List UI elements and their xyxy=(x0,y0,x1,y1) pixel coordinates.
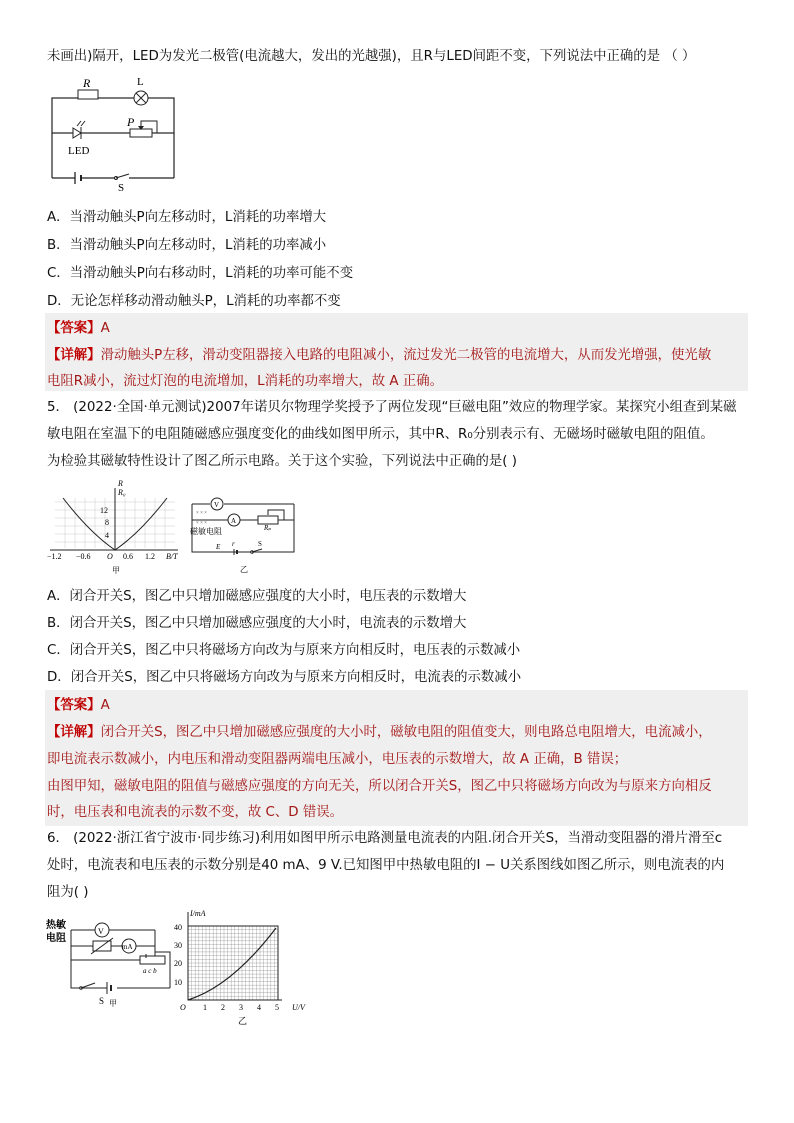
q6-jia-caption: 甲 xyxy=(109,999,117,1008)
q6-figure-yi xyxy=(172,908,322,1030)
q5-yi-rp-label: Rₚ xyxy=(264,524,272,532)
q5-yi-e-label: E xyxy=(216,543,221,551)
q4-stem-tail: 未画出)隔开，LED为发光二极管(电流越大，发出的光越强)，且R与LED间距不变，下列说法中正确的是 （ ） xyxy=(47,49,696,64)
q5-option-a: A．闭合开关S，图乙中只增加磁感应强度的大小时，电压表的示数增大 xyxy=(47,589,467,604)
q5-jia-ytick-8: 8 xyxy=(105,518,109,527)
q6-jia-ma-label: mA xyxy=(122,943,133,951)
q6-yi-caption: 乙 xyxy=(238,1016,248,1026)
q5-jia-xtick-12: 1.2 xyxy=(145,552,155,561)
q4-option-c: C．当滑动触头P向右移动时，L消耗的功率可能不变 xyxy=(47,266,354,281)
q4-option-b: B．当滑动触头P向左移动时，L消耗的功率减小 xyxy=(47,238,327,253)
svg-text:× × ×: × × × xyxy=(196,511,207,516)
q6-yi-xtick-3: 3 xyxy=(239,1003,243,1012)
q6-yi-xtick-5: 5 xyxy=(275,1003,279,1012)
q5-detail-line-3: 由图甲知，磁敏电阻的阻值与磁感应强度的方向无关，所以闭合开关S，图乙中只将磁场方向改为与原来方向相反 xyxy=(47,779,712,794)
q4-detail-line-2: 电阻R减小，流过灯泡的电流增加，L消耗的功率增大，故 A 正确。 xyxy=(47,374,443,389)
q6-jia-voltmeter-label: V xyxy=(98,927,104,936)
q4-detail-line-1: 【详解】滑动触头P左移，滑动变阻器接入电路的电阻减小，流过发光二极管的电流增大，从而发光增强，使光敏 xyxy=(47,348,712,363)
q4-option-d: D．无论怎样移动滑动触头P，L消耗的功率都不变 xyxy=(47,294,341,309)
q4-label-l: L xyxy=(137,76,144,88)
q5-yi-ammeter-label: A xyxy=(231,517,237,525)
q6-yi-xlabel: U/V xyxy=(292,1003,305,1012)
q6-yi-ytick-40: 40 xyxy=(174,923,182,932)
q5-stem-line-2: 敏电阻在室温下的电阻随磁感应强度变化的曲线如图甲所示，其中R、R₀分别表示有、无磁场时磁敏电阻的阻值。 xyxy=(47,427,714,442)
q6-jia-thermistor-label-1: 热敏 xyxy=(46,920,66,931)
q6-stem-line-3: 阻为( ) xyxy=(47,885,89,900)
q5-jia-xtick-n06: −0.6 xyxy=(76,552,91,561)
q4-label-s: S xyxy=(118,182,125,194)
q5-jia-xlabel: B/T xyxy=(166,552,178,561)
q5-yi-s-label: S xyxy=(258,540,262,548)
q6-yi-xtick-4: 4 xyxy=(257,1003,261,1012)
q5-stem-line-3: 为检验其磁敏特性设计了图乙所示电路。关于这个实验，下列说法中正确的是( ) xyxy=(47,454,517,469)
q6-yi-ytick-20: 20 xyxy=(174,959,182,968)
q5-jia-caption: 甲 xyxy=(112,566,120,575)
q4-option-a: A．当滑动触头P向左移动时，L消耗的功率增大 xyxy=(47,210,327,225)
q4-circuit-figure xyxy=(45,74,185,194)
q6-yi-xtick-o: O xyxy=(180,1003,186,1012)
svg-text:× × ×: × × × xyxy=(196,521,207,526)
q6-yi-xtick-2: 2 xyxy=(221,1003,225,1012)
q6-jia-thermistor-label-2: 电阻 xyxy=(46,933,66,944)
q6-figure-jia xyxy=(45,916,180,1016)
q5-option-b: B．闭合开关S，图乙中只增加磁感应强度的大小时，电流表的示数增大 xyxy=(47,616,467,631)
q6-stem-line-2: 处时，电流表和电压表的示数分别是40 mA、9 V.已知图甲中热敏电阻的I − U关系图线如图乙所示，则电流表的内 xyxy=(47,858,725,873)
q6-yi-ylabel: I/mA xyxy=(190,909,206,918)
q4-answer: 【答案】A xyxy=(47,321,110,336)
q5-yi-voltmeter-label: V xyxy=(214,501,220,509)
q5-jia-ytick-4: 4 xyxy=(105,531,109,540)
q6-jia-abc-label: a c b xyxy=(143,967,157,975)
q5-detail-line-2: 即电流表示数减小，内电压和滑动变阻器两端电压减小，电压表的示数增大，故 A 正确，B 错误； xyxy=(47,752,628,767)
q5-jia-ylabel-bottom: R₀ xyxy=(118,488,126,497)
q5-jia-xtick-06: 0.6 xyxy=(123,552,133,561)
q5-detail-line-4: 时，电压表和电流表的示数不变，故 C、D 错误。 xyxy=(47,805,343,820)
q5-yi-r-label: r xyxy=(232,540,235,548)
q5-option-c: C．闭合开关S，图乙中只将磁场方向改为与原来方向相反时，电压表的示数减小 xyxy=(47,643,521,658)
q4-label-led: LED xyxy=(68,145,90,157)
q5-answer: 【答案】A xyxy=(47,698,110,713)
q5-jia-xtick-o: O xyxy=(107,552,113,561)
q5-figure-yi xyxy=(186,488,298,578)
q5-jia-ylabel-top: R xyxy=(118,479,123,488)
q4-label-p: P xyxy=(127,115,135,129)
q6-jia-s-label: S xyxy=(99,996,105,1006)
q5-detail-line-1: 【详解】闭合开关S，图乙中只增加磁感应强度的大小时，磁敏电阻的阻值变大，则电路总电阻增大，电流减小， xyxy=(47,725,712,740)
q6-yi-ytick-10: 10 xyxy=(174,978,182,987)
q6-yi-xtick-1: 1 xyxy=(203,1003,207,1012)
q5-figure-jia xyxy=(45,478,185,575)
q5-stem-line-1: 5． (2022·全国·单元测试)2007年诺贝尔物理学奖授予了两位发现“巨磁电阻”效应的物理学家。某探究小组查到某磁 xyxy=(47,400,737,415)
q5-option-d: D．闭合开关S，图乙中只将磁场方向改为与原来方向相反时，电流表的示数减小 xyxy=(47,670,522,685)
q5-yi-sensor-label: 磁敏电阻 xyxy=(190,527,222,536)
q5-jia-ytick-12: 12 xyxy=(100,506,108,515)
q4-label-r: R xyxy=(83,76,91,90)
q6-yi-ytick-30: 30 xyxy=(174,941,182,950)
q5-jia-xtick-n12: −1.2 xyxy=(47,552,62,561)
q5-yi-caption: 乙 xyxy=(240,565,248,574)
q6-stem-line-1: 6． (2022·浙江省宁波市·同步练习)利用如图甲所示电路测量电流表的内阻.闭合开关S，当滑动变阻器的滑片滑至c xyxy=(47,831,723,846)
